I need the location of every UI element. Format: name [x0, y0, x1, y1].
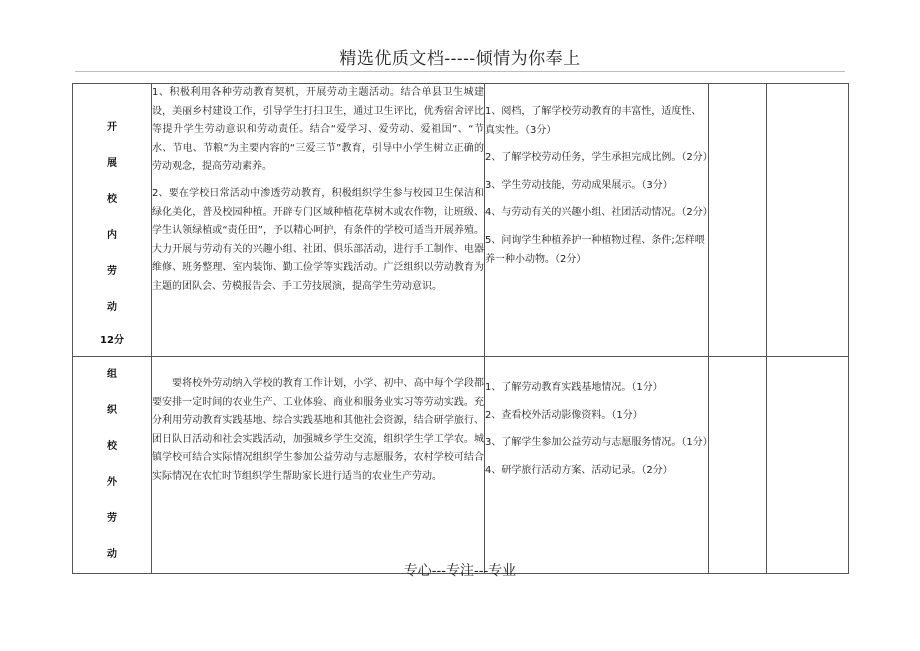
empty-score-cell	[709, 84, 767, 357]
criteria-item: 2、了解学校劳动任务，学生承担完成比例。（2分）	[485, 152, 713, 164]
criteria-item: 3、了解学生参加公益劳动与志愿服务情况。（1分）	[485, 437, 713, 449]
criteria-item: 1、阅档，了解学校劳动教育的丰富性，适度性、真实性。（3分）	[485, 106, 702, 136]
content-paragraph: 要将校外劳动纳入学校的教育工作计划，小学、初中、高中每个学段都要安排一定时间的农业生产、工业体验、商业和服务业实习等劳动实践。充分利用劳动教育实践基地、综合实践基地和其他社会资源，结合研学旅行、团日队日活动和社会实践活动，加强城乡学生交流，组织学生学工学农。城镇学校可结合实际情况组织学生参加公益劳动与志愿服务，农村学校可结合实际情况在农忙时节组织学生帮助家长进行适当的农业生产劳动。	[152, 378, 484, 482]
content-paragraph: 2、要在学校日常活动中渗透劳动教育，积极组织学生参与校园卫生保洁和绿化美化，普及校园种植。开辟专门区域种植花草树木或农作物，让班级、学生认领绿植或“责任田”，予以精心呵护，有条件的学校可适当开展养殖。大力开展与劳动有关的兴趣小组、社团、俱乐部活动，进行手工制作、电器维修、班务整理、室内装饰、勤工俭学等实践活动。广泛组织以劳动教育为主题的团队会、劳模报告会、手工劳技展演，提高学生劳动意识。	[152, 187, 484, 292]
category-cell	[73, 84, 152, 357]
table-row	[73, 84, 849, 357]
category-cell	[73, 357, 152, 574]
criteria-item: 2、查看校外活动影像资料。（1分）	[485, 409, 643, 421]
empty-notes-cell	[767, 357, 849, 574]
category-char: 动	[107, 302, 117, 313]
content-cell	[152, 357, 485, 574]
page-footer-text: 专心---专注---专业	[403, 563, 517, 579]
criteria-item: 4、与劳动有关的兴趣小组、社团活动情况。（2分）	[485, 207, 713, 219]
category-char: 劳	[107, 266, 117, 277]
empty-score-cell	[709, 357, 767, 574]
category-char: 劳	[107, 513, 117, 524]
category-char: 内	[107, 230, 117, 241]
table-row	[73, 357, 849, 574]
empty-notes-cell	[767, 84, 849, 357]
category-char: 组	[107, 369, 117, 380]
evaluation-table	[72, 83, 849, 574]
criteria-item: 1、了解劳动教育实践基地情况。（1分）	[485, 382, 663, 393]
criteria-cell	[485, 357, 713, 574]
category-char: 展	[107, 158, 117, 169]
page-header-title: 精选优质文档-----倾情为你奉上	[339, 49, 581, 69]
category-char: 外	[107, 477, 117, 488]
category-char: 开	[107, 122, 117, 133]
criteria-item: 4、研学旅行活动方案、活动记录。（2分）	[485, 464, 673, 476]
category-char: 校	[107, 194, 117, 205]
content-paragraph: 1、积极利用各种劳动教育契机，开展劳动主题活动。结合单县卫生城建设，美丽乡村建设工作，引导学生打扫卫生，通过卫生评比，优秀宿舍评比等提升学生劳动意识和劳动责任。结合“爱学习、爱劳动、爱祖国”、“节水、节电、节粮”为主要内容的“三爱三节”教育，引导中小学生树立正确的劳动观念，提高劳动素养。	[152, 87, 484, 173]
content-cell	[152, 84, 485, 357]
category-score: 12分	[100, 335, 124, 346]
criteria-item: 3、学生劳动技能，劳动成果展示。（3分）	[485, 179, 673, 191]
category-char: 动	[107, 549, 117, 560]
criteria-item: 5、问询学生种植养护一种植物过程、条件;怎样喂养一种小动物。（2分）	[485, 234, 705, 265]
header-divider	[75, 71, 845, 72]
criteria-cell	[485, 84, 713, 357]
category-char: 织	[107, 405, 117, 416]
category-char: 校	[107, 441, 117, 452]
